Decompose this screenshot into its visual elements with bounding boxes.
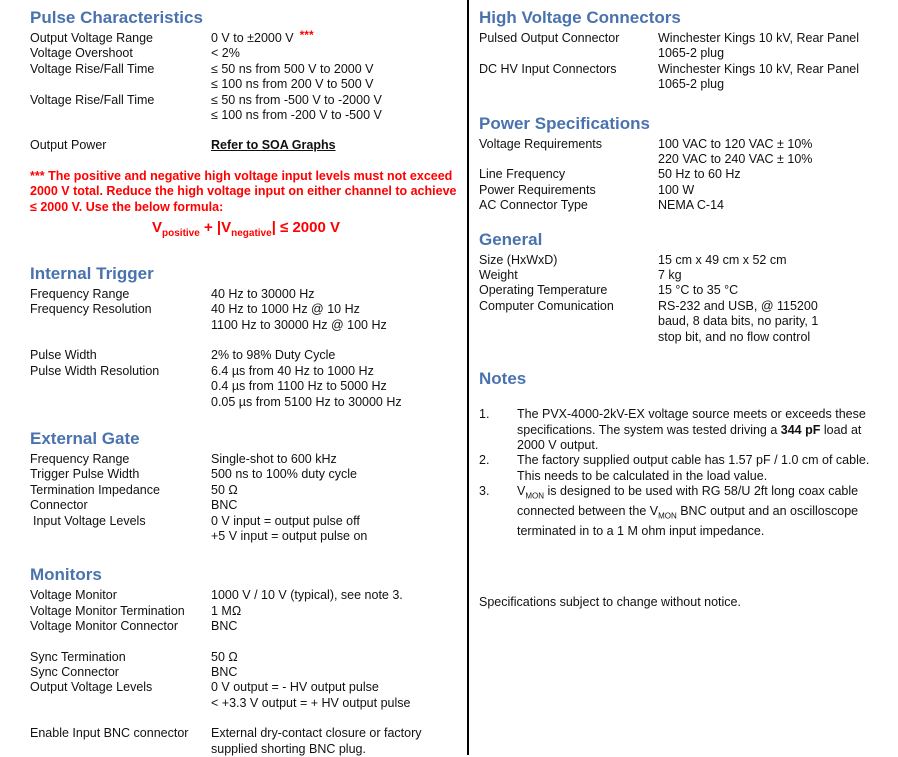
formula-sub-positive: positive [162, 228, 200, 240]
right-column [469, 0, 898, 755]
section-title-general: General [479, 229, 543, 249]
spec-label: Output Voltage Range [30, 31, 154, 45]
section-title-hv-connectors: High Voltage Connectors [479, 8, 681, 27]
spec-label: DC HV Input Connectors [479, 61, 617, 76]
spec-label: Operating Temperature [479, 283, 608, 298]
spec-row [30, 28, 461, 46]
spec-row [479, 62, 889, 77]
spec-row [30, 93, 461, 108]
spec-label: Sync Connector [30, 664, 119, 679]
spec-value: RS-232 and USB, @ 115200 [658, 298, 818, 313]
spec-label [30, 696, 211, 711]
spec-row [479, 152, 889, 167]
spec-value: 50 Hz to 60 Hz [658, 167, 741, 182]
section-external-gate [30, 429, 461, 544]
spec-value: ≤ 100 ns from -200 V to -500 V [211, 108, 382, 123]
spec-row [30, 364, 461, 379]
section-notes [479, 369, 889, 539]
note-item-2 [479, 453, 889, 484]
spec-value: 0 V output = - HV output pulse [211, 680, 379, 695]
section-title-external-gate: External Gate [30, 428, 140, 448]
spacer [30, 333, 461, 348]
spec-label: Voltage Monitor Termination [30, 603, 185, 618]
spec-label: Trigger Pulse Width [30, 467, 140, 482]
spec-value: < +3.3 V output = + HV output pulse [211, 695, 411, 710]
section-general [479, 230, 889, 345]
spec-label: Frequency Range [30, 287, 130, 302]
spec-label: Termination Impedance [30, 482, 160, 497]
note-item-3 [479, 484, 889, 539]
spec-label: Power Requirements [479, 182, 596, 197]
spec-label [30, 379, 211, 394]
hv-formula [152, 219, 461, 243]
section-monitors [30, 565, 461, 757]
note-3-text-post: BNC output and an oscilloscope terminated in to a 1 M ohm input impedance. [517, 504, 859, 538]
formula-sub-negative: negative [231, 228, 272, 240]
spec-value: 6.4 µs from 40 Hz to 1000 Hz [211, 363, 374, 378]
spec-row [30, 452, 461, 467]
spec-label [30, 108, 211, 123]
spec-value: 40 Hz to 30000 Hz [211, 287, 315, 302]
section-pulse-characteristics [30, 8, 461, 243]
spec-value: < 2% [211, 46, 240, 61]
spec-row [479, 253, 889, 268]
spec-label [479, 46, 658, 61]
spec-row [30, 514, 461, 529]
note-number: 1. [479, 407, 490, 422]
spec-value: ≤ 50 ns from 500 V to 2000 V [211, 61, 374, 76]
spec-label: Pulsed Output Connector [479, 31, 620, 45]
spec-row [479, 137, 889, 152]
spec-label: Line Frequency [479, 167, 566, 182]
spec-row [30, 77, 461, 92]
spec-label: Voltage Rise/Fall Time [30, 92, 155, 107]
spec-value: 100 VAC to 120 VAC ± 10% [658, 136, 813, 151]
spec-label: Pulse Width [30, 348, 97, 363]
spec-row [479, 299, 889, 314]
note-3-vmon-sub: MON [525, 491, 545, 501]
section-title-monitors: Monitors [30, 565, 102, 585]
spec-value: 50 Ω [211, 482, 238, 497]
formula-operator: + |V [199, 219, 232, 237]
spec-row [30, 588, 461, 603]
notes-list [479, 407, 889, 539]
hv-warning-text: *** The positive and negative high voltage input levels must not exceed 2000 V total. Reduce the high voltage input on either channel to achieve ≤ 2000 V. Use the below formula: [30, 168, 457, 214]
spec-value: BNC [211, 664, 238, 679]
spec-value: Winchester Kings 10 kV, Rear Panel [658, 31, 860, 45]
spec-value: ≤ 50 ns from -500 V to -2000 V [211, 92, 382, 107]
soa-graphs-reference: Refer to SOA Graphs [211, 138, 336, 153]
note-text [517, 484, 889, 539]
spec-value: 15 °C to 35 °C [658, 283, 739, 298]
spec-row [30, 619, 461, 634]
spec-label: Voltage Monitor Connector [30, 619, 179, 634]
note-text [517, 407, 889, 453]
spec-label: Sync Termination [30, 649, 126, 664]
spec-row [30, 498, 461, 513]
spec-row [30, 138, 461, 153]
section-title-internal-trigger: Internal Trigger [30, 264, 154, 284]
spec-row [479, 283, 889, 298]
spec-row [30, 318, 461, 333]
section-internal-trigger [30, 264, 461, 410]
spec-row [30, 726, 461, 741]
spec-label: Voltage Rise/Fall Time [30, 61, 155, 76]
spec-value: 50 Ω [211, 649, 238, 664]
note-text: The factory supplied output cable has 1.57 pF / 1.0 cm of cable. This needs to be calculated in the load value. [517, 453, 870, 483]
spec-value: 7 kg [658, 268, 682, 283]
spec-row [30, 348, 461, 363]
spec-value: 2% to 98% Duty Cycle [211, 348, 336, 363]
spec-row [30, 650, 461, 665]
footer-disclaimer: Specifications subject to change without notice. [479, 595, 741, 610]
spec-value: baud, 8 data bits, no parity, 1 [658, 314, 819, 329]
section-power-specifications [479, 114, 889, 214]
spec-row [30, 483, 461, 498]
note-1-text-post: load at 2000 V output. [517, 422, 862, 452]
spec-label: Input Voltage Levels [33, 513, 146, 528]
spec-value: BNC [211, 498, 238, 513]
note-number: 2. [479, 453, 490, 468]
spec-value: 0.05 µs from 5100 Hz to 30000 Hz [211, 394, 402, 409]
spec-label [479, 330, 658, 345]
section-hv-connectors [479, 8, 889, 93]
spec-row [30, 379, 461, 394]
spec-value: 1 MΩ [211, 603, 242, 618]
spec-label: Voltage Requirements [479, 136, 602, 151]
spec-value: BNC [211, 619, 238, 634]
note-item-1 [479, 407, 889, 453]
spec-label: Frequency Resolution [30, 302, 152, 317]
spec-row [30, 696, 461, 711]
spec-value: 40 Hz to 1000 Hz @ 10 Hz [211, 302, 360, 317]
spec-value: 0.4 µs from 1100 Hz to 5000 Hz [211, 379, 387, 394]
note-3-vmon-v: V [517, 484, 526, 499]
spec-row [479, 198, 889, 213]
spec-row [479, 77, 889, 92]
spec-value [211, 28, 314, 46]
spec-row [479, 183, 889, 198]
output-voltage-range-value: 0 V to ±2000 V [211, 31, 294, 45]
spec-value: 100 W [658, 182, 695, 197]
spec-label: Pulse Width Resolution [30, 363, 160, 378]
spacer [30, 711, 461, 726]
spec-value: +5 V input = output pulse on [211, 528, 368, 543]
spec-label: Voltage Monitor [30, 588, 117, 603]
spacer [30, 123, 461, 138]
section-title-pulse-characteristics: Pulse Characteristics [30, 8, 203, 27]
spec-label: Size (HxWxD) [479, 252, 558, 267]
spec-value: 1100 Hz to 30000 Hz @ 100 Hz [211, 317, 387, 332]
spec-row [479, 46, 889, 61]
section-title-power-specifications: Power Specifications [479, 113, 650, 133]
spec-value: 15 cm x 49 cm x 52 cm [658, 252, 787, 267]
spec-value: 0 V input = output pulse off [211, 513, 360, 528]
note-number: 3. [479, 484, 490, 499]
spec-label: Weight [479, 268, 518, 283]
spec-label [479, 314, 658, 329]
section-title-notes: Notes [479, 369, 527, 389]
note-3-vmon-sub-2: MON [658, 511, 677, 521]
note-3-text-mid: is designed to be used with RG 58/U 2ft long coax cable connected between the V [517, 484, 859, 519]
spec-value: 500 ns to 100% duty cycle [211, 467, 357, 482]
spec-value: stop bit, and no flow control [658, 329, 811, 344]
spec-label [30, 395, 211, 410]
spec-label: Output Voltage Levels [30, 680, 153, 695]
spec-row [479, 167, 889, 182]
spec-value: External dry-contact closure or factory [211, 726, 422, 741]
spec-row [479, 268, 889, 283]
spec-label [479, 152, 658, 167]
spec-row [30, 665, 461, 680]
spec-value: Single-shot to 600 kHz [211, 451, 337, 466]
spec-label: AC Connector Type [479, 198, 588, 213]
spec-row [30, 604, 461, 619]
spec-label [30, 529, 211, 544]
spec-value: 1000 V / 10 V (typical), see note 3. [211, 588, 403, 603]
spec-label [30, 318, 211, 333]
spec-row [30, 287, 461, 302]
spec-row [30, 395, 461, 410]
spec-row [30, 108, 461, 123]
spec-row [30, 46, 461, 61]
spec-value: NEMA C-14 [658, 198, 724, 213]
spec-value: ≤ 100 ns from 200 V to 500 V [211, 77, 374, 92]
formula-v-positive: V [152, 219, 163, 237]
spec-row [479, 330, 889, 345]
spec-row [30, 529, 461, 544]
spec-label: Connector [30, 498, 88, 513]
spec-value: supplied shorting BNC plug. [211, 741, 366, 756]
spec-label: Voltage Overshoot [30, 46, 133, 61]
spacer [30, 635, 461, 650]
spec-label: Computer Comunication [479, 298, 614, 313]
spec-row [30, 62, 461, 77]
spec-label [479, 77, 658, 92]
spec-row [30, 302, 461, 317]
spec-value: 220 VAC to 240 VAC ± 10% [658, 152, 813, 167]
spec-row [30, 680, 461, 695]
spec-label: Output Power [30, 138, 107, 153]
note-1-bold-value: 344 pF [780, 422, 821, 437]
spec-row [30, 467, 461, 482]
note-1-text-pre: The PVX-4000-2kV-EX voltage source meets or exceeds these specifications. The system was tested driving a [517, 407, 866, 437]
formula-limit: | ≤ 2000 V [271, 219, 340, 237]
spec-label [30, 77, 211, 92]
spec-label: Frequency Range [30, 451, 130, 466]
spec-label: Enable Input BNC connector [30, 726, 189, 741]
spec-row [479, 314, 889, 329]
spec-value: 1065-2 plug [658, 46, 725, 61]
spec-value: 1065-2 plug [658, 77, 725, 92]
spec-row [479, 31, 889, 46]
footnote-asterisks: *** [299, 28, 314, 42]
spec-value: Winchester Kings 10 kV, Rear Panel [658, 61, 860, 76]
